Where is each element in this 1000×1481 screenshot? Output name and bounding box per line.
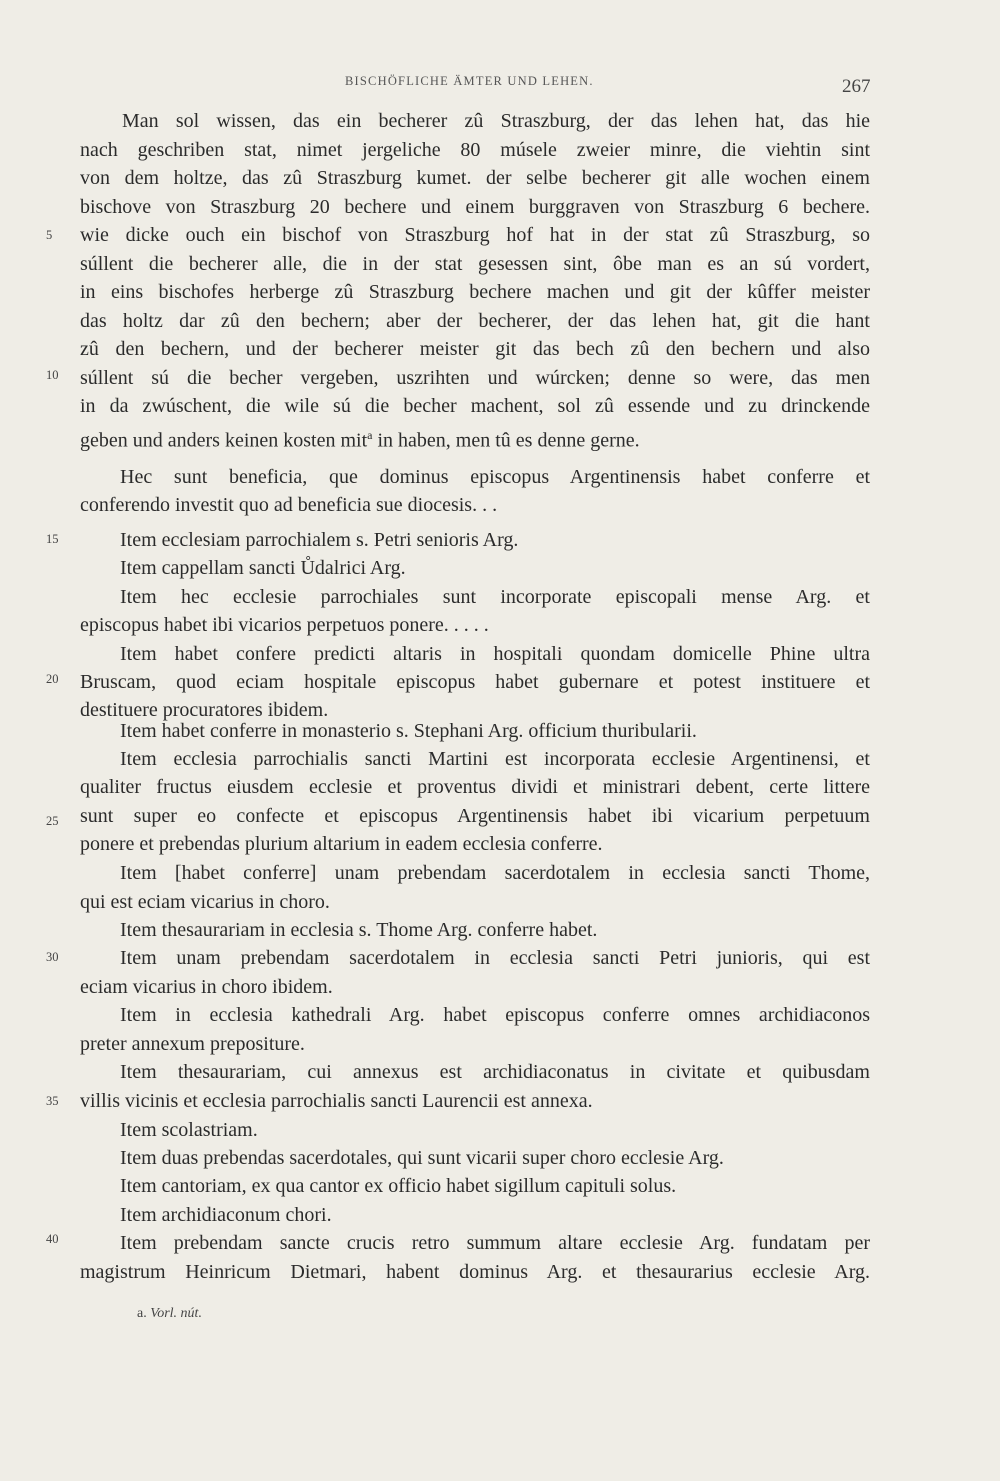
text-line xyxy=(122,107,870,135)
text-line xyxy=(80,221,870,249)
text-line xyxy=(80,164,870,192)
line-number: 30 xyxy=(46,950,59,964)
text-line-content: in haben, men tû es denne gerne. xyxy=(372,429,640,452)
text-line xyxy=(80,392,870,420)
text-line xyxy=(80,668,870,696)
text-line xyxy=(80,1258,870,1286)
text-line xyxy=(80,830,870,858)
line-number: 35 xyxy=(46,1094,59,1108)
line-number: 40 xyxy=(46,1232,59,1246)
text-line-content: das holtz dar zû den bechern; aber der becherer, der das lehen hat, git die hant xyxy=(80,310,870,332)
text-line-content: episcopus habet ibi vicarios perpetuos ponere. . . . . xyxy=(80,614,489,636)
text-line-content: Item habet conferre in monasterio s. Stephani Arg. officium thuribularii. xyxy=(120,720,697,742)
text-line-content: Bruscam, quod eciam hospitale episcopus habet gubernare et potest instituere et xyxy=(80,671,870,693)
text-line-content: Man sol wissen, das ein becherer zû Straszburg, der das lehen hat, das hie xyxy=(122,110,870,132)
text-line-content: Item scolastriam. xyxy=(120,1119,258,1141)
text-line-content: Item [habet conferre] unam prebendam sacerdotalem in ecclesia sancti Thome, xyxy=(120,862,870,884)
text-line xyxy=(80,307,870,335)
text-line xyxy=(120,554,870,582)
text-line xyxy=(80,278,870,306)
text-line-content: zû den bechern, und der becherer meister git das bech zû den bechern und also xyxy=(80,338,870,360)
text-line xyxy=(80,802,870,830)
text-line xyxy=(80,421,870,455)
text-line xyxy=(80,491,870,519)
line-number: 5 xyxy=(46,228,53,242)
page-number: 267 xyxy=(842,76,871,97)
text-line-content: von dem holtze, das zû Straszburg kumet. der selbe becherer git alle wochen einem xyxy=(80,167,870,189)
text-line xyxy=(120,1116,870,1144)
footnote-marker: a. xyxy=(137,1306,147,1321)
text-line xyxy=(80,773,870,801)
text-line xyxy=(80,888,870,916)
line-number: 20 xyxy=(46,672,59,686)
footnote xyxy=(137,1306,202,1322)
text-line xyxy=(80,364,870,392)
text-line-content: magistrum Heinricum Dietmari, habent dominus Arg. et thesaurarius ecclesie Arg. xyxy=(80,1261,870,1283)
text-line-content: Item thesaurariam in ecclesia s. Thome Arg. conferre habet. xyxy=(120,919,598,941)
text-line-content: ponere et prebendas plurium altarium in eadem ecclesia conferre. xyxy=(80,833,603,855)
text-line xyxy=(80,973,870,1001)
text-line xyxy=(120,1201,870,1229)
text-line xyxy=(80,250,870,278)
text-line xyxy=(80,1030,870,1058)
text-line xyxy=(120,916,870,944)
text-line-content: conferendo investit quo ad beneficia sue diocesis. . . xyxy=(80,494,498,516)
text-line-content: in da zwúschent, die wile sú die becher machent, sol zû essende und zu drinckende xyxy=(80,395,870,417)
text-line-content: Item thesaurariam, cui annexus est archidiaconatus in civitate et quibusdam xyxy=(120,1061,870,1083)
text-line xyxy=(120,745,870,773)
text-line-content: geben und anders keinen kosten mit xyxy=(80,429,368,452)
text-line-content: qui est eciam vicarius in choro. xyxy=(80,891,330,913)
text-line xyxy=(120,944,870,972)
running-title: BISCHÖFLICHE ÄMTER UND LEHEN. xyxy=(345,74,594,88)
text-line-content: wie dicke ouch ein bischof von Straszburg hof hat in der stat zû Straszburg, so xyxy=(80,224,870,246)
text-line xyxy=(120,717,870,745)
text-line-content: Item prebendam sancte crucis retro summum altare ecclesie Arg. fundatam per xyxy=(120,1232,870,1254)
line-number: 15 xyxy=(46,532,59,546)
text-line xyxy=(80,611,870,639)
text-line xyxy=(120,1058,870,1086)
text-line-content: nach geschriben stat, nimet jergeliche 80 músele zweier minre, die viehtin sint xyxy=(80,139,870,161)
text-line xyxy=(120,1001,870,1029)
text-line-content: bischove von Straszburg 20 bechere und einem burggraven von Straszburg 6 bechere. xyxy=(80,196,870,218)
text-line-content: Item ecclesiam parrochialem s. Petri senioris Arg. xyxy=(120,529,519,551)
text-line xyxy=(80,136,870,164)
text-line xyxy=(120,526,870,554)
line-number: 10 xyxy=(46,368,59,382)
text-line-content: sunt super eo confecte et episcopus Argentinensis habet ibi vicarium perpetuum xyxy=(80,805,870,827)
text-line xyxy=(120,463,870,491)
footnote-reference: a xyxy=(367,428,373,442)
text-line-content: Item habet confere predicti altaris in hospitali quondam domicelle Phine ultra xyxy=(120,643,870,665)
text-line-content: Item cantoriam, ex qua cantor ex officio habet sigillum capituli solus. xyxy=(120,1175,677,1197)
text-line xyxy=(120,859,870,887)
text-line-content: destituere procuratores ibidem. xyxy=(80,699,329,721)
text-line xyxy=(80,193,870,221)
line-number: 25 xyxy=(46,814,59,828)
text-line-content: villis vicinis et ecclesia parrochialis sancti Laurencii est annexa. xyxy=(80,1090,593,1112)
text-line xyxy=(120,640,870,668)
text-line-content: eciam vicarius in choro ibidem. xyxy=(80,976,333,998)
text-line xyxy=(120,1172,870,1200)
text-line-content: súllent sú die becher vergeben, uszrihten und wúrcken; denne so were, das men xyxy=(80,367,870,389)
text-line xyxy=(120,1229,870,1257)
text-line-content: in eins bischofes herberge zû Straszburg bechere machen und git der kûffer meister xyxy=(80,281,870,303)
footnote-text: Vorl. nút. xyxy=(150,1306,202,1321)
text-line xyxy=(120,1144,870,1172)
text-line-content: Item cappellam sancti Ůdalrici Arg. xyxy=(120,557,406,579)
text-line-content: preter annexum prepositure. xyxy=(80,1033,305,1055)
text-line-content: súllent die becherer alle, die in der stat gesessen sint, ôbe man es an sú vordert, xyxy=(80,253,870,275)
text-line-content: Item duas prebendas sacerdotales, qui sunt vicarii super choro ecclesie Arg. xyxy=(120,1147,724,1169)
text-line-content: Item unam prebendam sacerdotalem in ecclesia sancti Petri junioris, qui est xyxy=(120,947,870,969)
text-line-content: Item ecclesia parrochialis sancti Martini est incorporata ecclesie Argentinensi, et xyxy=(120,748,870,770)
text-line xyxy=(120,583,870,611)
text-line xyxy=(80,335,870,363)
text-line-content: Hec sunt beneficia, que dominus episcopus Argentinensis habet conferre et xyxy=(120,466,870,488)
text-line-content: Item hec ecclesie parrochiales sunt incorporate episcopali mense Arg. et xyxy=(120,586,870,608)
text-line xyxy=(80,1087,870,1115)
text-line-content: Item archidiaconum chori. xyxy=(120,1204,332,1226)
text-line-content: Item in ecclesia kathedrali Arg. habet episcopus conferre omnes archidiaconos xyxy=(120,1004,870,1026)
text-line-content: qualiter fructus eiusdem ecclesie et proventus dividi et ministrari debent, certe littere xyxy=(80,776,870,798)
